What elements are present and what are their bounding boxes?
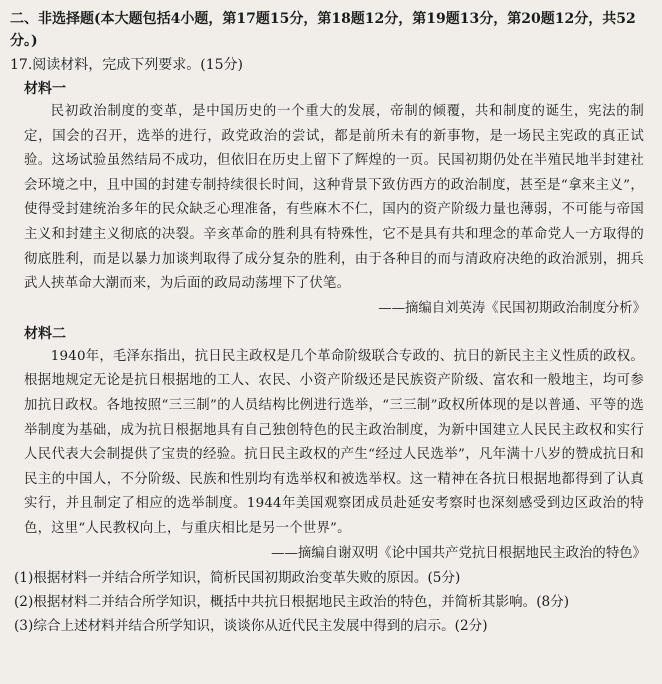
sub-question-2: (2)根据材料二并结合所学知识，概括中共抗日根据地民主政治的特色，并简析其影响。(8分) <box>14 593 570 610</box>
material-two-citation: ——摘编自谢双明《论中国共产党抗日根据地民主政治的特色》 <box>271 545 646 561</box>
material-two-text: 1940年，毛泽东指出，抗日民主政权是几个革命阶级联合专政的、抗日的新民主主义性质的政权。根据地规定无论是抗日根据地的工人、农民、小资产阶级还是民族资产阶级、富农和一般地主，均可参加抗日政权。各地按照“三三制”的人员结构比例进行选举，“三三制”政权所体现的是以普通、平等的选举制度为基础，成为抗日根据地具有自己独创特色的民主政治制度，为新中国建立人民民主政权和实行人民代表大会制提供了宝贵的经验。抗日民主政权的产生“经过人民选举”，凡年满十八岁的赞成抗日和民主的中国人，不分阶级、民族和性别均有选举权和被选举权。这一精神在各抗日根据地都得到了认真实行，并且制定了相应的选举制度。1944年美国观察团成员赴延安考察时也深刻感受到边区政治的特色，这里“人民教权向上，与重庆相比是另一个世界”。 <box>24 348 644 536</box>
sub-question-1: (1)根据材料一并结合所学知识，简析民国初期政治变革失败的原因。(5分) <box>14 569 461 586</box>
section-header: 二、非选择题(本大题包括4小题，第17题15分，第18题12分，第19题13分，第20题12分，共52分。) <box>10 11 636 49</box>
material-two-title: 材料二 <box>24 325 66 342</box>
material-one-citation: ——摘编自刘英涛《民国初期政治制度分析》 <box>378 300 646 316</box>
material-one-text: 民初政治制度的变革，是中国历史的一个重大的发展，帝制的倾覆，共和制度的诞生，宪法的制定，国会的召开，选举的进行，政党政治的尝试，都是前所未有的新事物，是一场民主宪政的真正试验。这场试验虽然结局不成功，但依旧在历史上留下了辉煌的一页。民国初期仍处在半殖民地半封建社会环境之中，且中国的封建专制持续很长时间，这种背景下致仿西方的政治制度，甚至是“拿来主义”，使得受封建统治多年的民众缺乏心理准备，有些麻木不仁，国内的资产阶级力量也薄弱，不可能与帝国主义和封建主义彻底的决裂。辛亥革命的胜利具有特殊性，它不是具有共和理念的革命党人一方取得的彻底胜利，而是以暴力加谈判取得了成分复杂的胜利，由于各种目的而与清政府决绝的政治派别，拥兵武人挟革命大潮而来，为后面的政局动荡埋下了伏笔。 <box>24 104 644 292</box>
material-one-title: 材料一 <box>24 81 66 97</box>
sub-question-3: (3)综合上述材料并结合所学知识，谈谈你从近代民主发展中得到的启示。(2分) <box>14 617 488 634</box>
question-17-stem: 17.阅读材料，完成下列要求。(15分) <box>10 57 244 73</box>
